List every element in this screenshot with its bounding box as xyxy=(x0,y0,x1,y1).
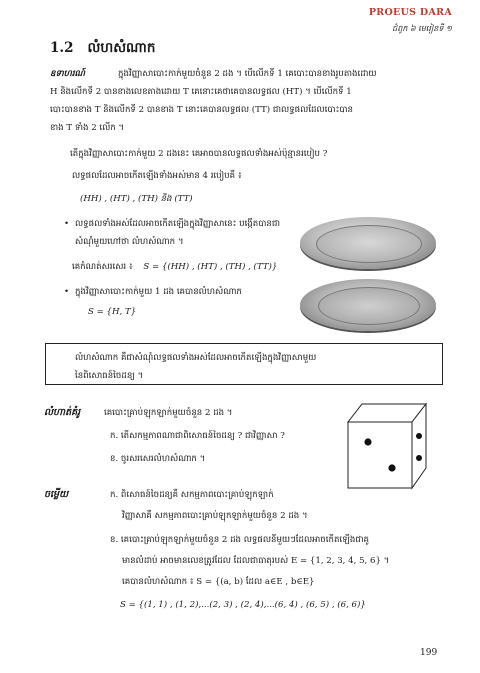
section-title: លំហសំណាក xyxy=(87,40,156,56)
solution-b-line3: គេបានលំហសំណាក ៖ S = {(a, b) ដែល a∈E , b∈E} xyxy=(122,577,315,587)
example-answer-intro: លទ្ធផលដែលអាចកើតឡើងទាំងអស់មាន 4 របៀបគឺ ៖ xyxy=(72,171,242,181)
section-number: 1.2 xyxy=(50,40,74,56)
bullet2-line2: S = {H, T} xyxy=(88,307,137,317)
bullet-item-sample-space xyxy=(64,216,281,232)
bullet-icon: • xyxy=(64,219,70,229)
bullet-item-single-toss xyxy=(64,284,242,300)
solution-b-line1: ខ. គេបោះគ្រាប់ឡុកឡាក់មួយចំនួន 2 ដង លទ្ធផលនីមួយៗដែលអាចកើតឡើងជាគូ xyxy=(110,535,369,545)
chapter-header: ជំពូក ៦ មេរៀនទី ១ xyxy=(392,24,452,33)
example-question: តើក្នុងវិញ្ញាសាបោះកាក់មួយ 2 ដងនេះ គេអាចបានលទ្ធផលទាំងអស់ប៉ុន្មានរបៀប ? xyxy=(70,149,328,159)
page-number: 199 xyxy=(420,648,438,658)
exercise-label: លំហាត់គំរូ xyxy=(44,407,81,418)
definition-line-2: នៃពិសោធន៍ចៃដន្យ ។ xyxy=(75,371,144,381)
solution-b-line2: មានលំដាប់ អាចមានលេខត្រូវដែល ដែលជាធាតុរបស់ E = {1, 2, 3, 4, 5, 6} ។ xyxy=(122,556,390,566)
exercise-intro: គេបោះគ្រាប់ឡុកឡាក់មួយចំនួន 2 ដង ។ xyxy=(104,408,233,418)
coin-tails-image xyxy=(300,279,436,331)
example-line-4: ខាង T ទាំង 2 លើក ។ xyxy=(50,123,125,133)
example-line-1: ក្នុងវិញ្ញាសាបោះកាក់មួយចំនួន 2 ដង ។ បើលើកទី 1 គេបោះបានខាងរូបតាងដោយ xyxy=(118,69,377,79)
definition-line-1: លំហសំណាក គឺជាសំណុំលទ្ធផលទាំងអស់ដែលអាចកើតឡើងក្នុងវិញ្ញាសាមួយ xyxy=(75,353,317,363)
bullet1-line2: សំណុំមួយហៅថា លំហសំណាក ។ xyxy=(75,237,184,247)
solution-a-line1: ក. ពិសោធន៍ចៃដន្យគឺ សកម្មភាពបោះគ្រាប់ឡុកឡាក់ xyxy=(110,490,274,500)
coin-heads-image xyxy=(300,217,436,269)
section-heading xyxy=(50,39,155,59)
publisher-brand: PROEUS DARA xyxy=(368,7,452,18)
example-line-3: បោះបានខាង T និងលើកទី 2 បានខាង T នោះគេបានលទ្ធផល (TT) ជាលទ្ធផលដែលបោះបាន xyxy=(50,105,354,115)
solution-label: ចម្លើយ xyxy=(44,489,69,500)
exercise-question-b: ខ. ចូរសរសេរលំហសំណាក ។ xyxy=(110,454,206,464)
dice-image xyxy=(342,402,434,494)
sample-space-set: S = {(1, 1) , (1, 2),...(2, 3) , (2, 4),...(6, 4) , (6, 5) , (6, 6)} xyxy=(120,600,366,610)
exercise-question-a: ក. តើសកម្មភាពណាជាពិសោធន៍ចៃដន្យ ? ជាវិញ្ញាសា ? xyxy=(110,431,285,441)
bullet-icon: • xyxy=(64,287,70,297)
notation-line xyxy=(72,259,277,275)
example-label: ឧទាហរណ៍ xyxy=(50,69,86,79)
example-outcomes: (HH) , (HT) , (TH) និង (TT) xyxy=(80,194,193,204)
bullet2-line1: ក្នុងវិញ្ញាសាបោះកាក់មួយ 1 ដង គេបានលំហសំណាក xyxy=(75,287,242,297)
notation-label: គេកំណត់សរសេរ ៖ xyxy=(72,262,133,272)
solution-a-line2: វិញ្ញាសាគឺ សកម្មភាពបោះគ្រាប់ឡុកឡាក់មួយចំនួន 2 ដង ។ xyxy=(122,511,308,521)
example-line-2: H និងលើកទី 2 បានខាងលេខតាងដោយ T គេនោះគេថាគេបានលទ្ធផល (HT) ។ បើលើកទី 1 xyxy=(50,87,352,97)
bullet1-line1: លទ្ធផលទាំងអស់ដែលអាចកើតឡើងក្នុងវិញ្ញាសានេះ បង្កើតបានជា xyxy=(75,219,281,229)
notation-value: S = {(HH) , (HT) , (TH) , (TT)} xyxy=(143,262,278,272)
